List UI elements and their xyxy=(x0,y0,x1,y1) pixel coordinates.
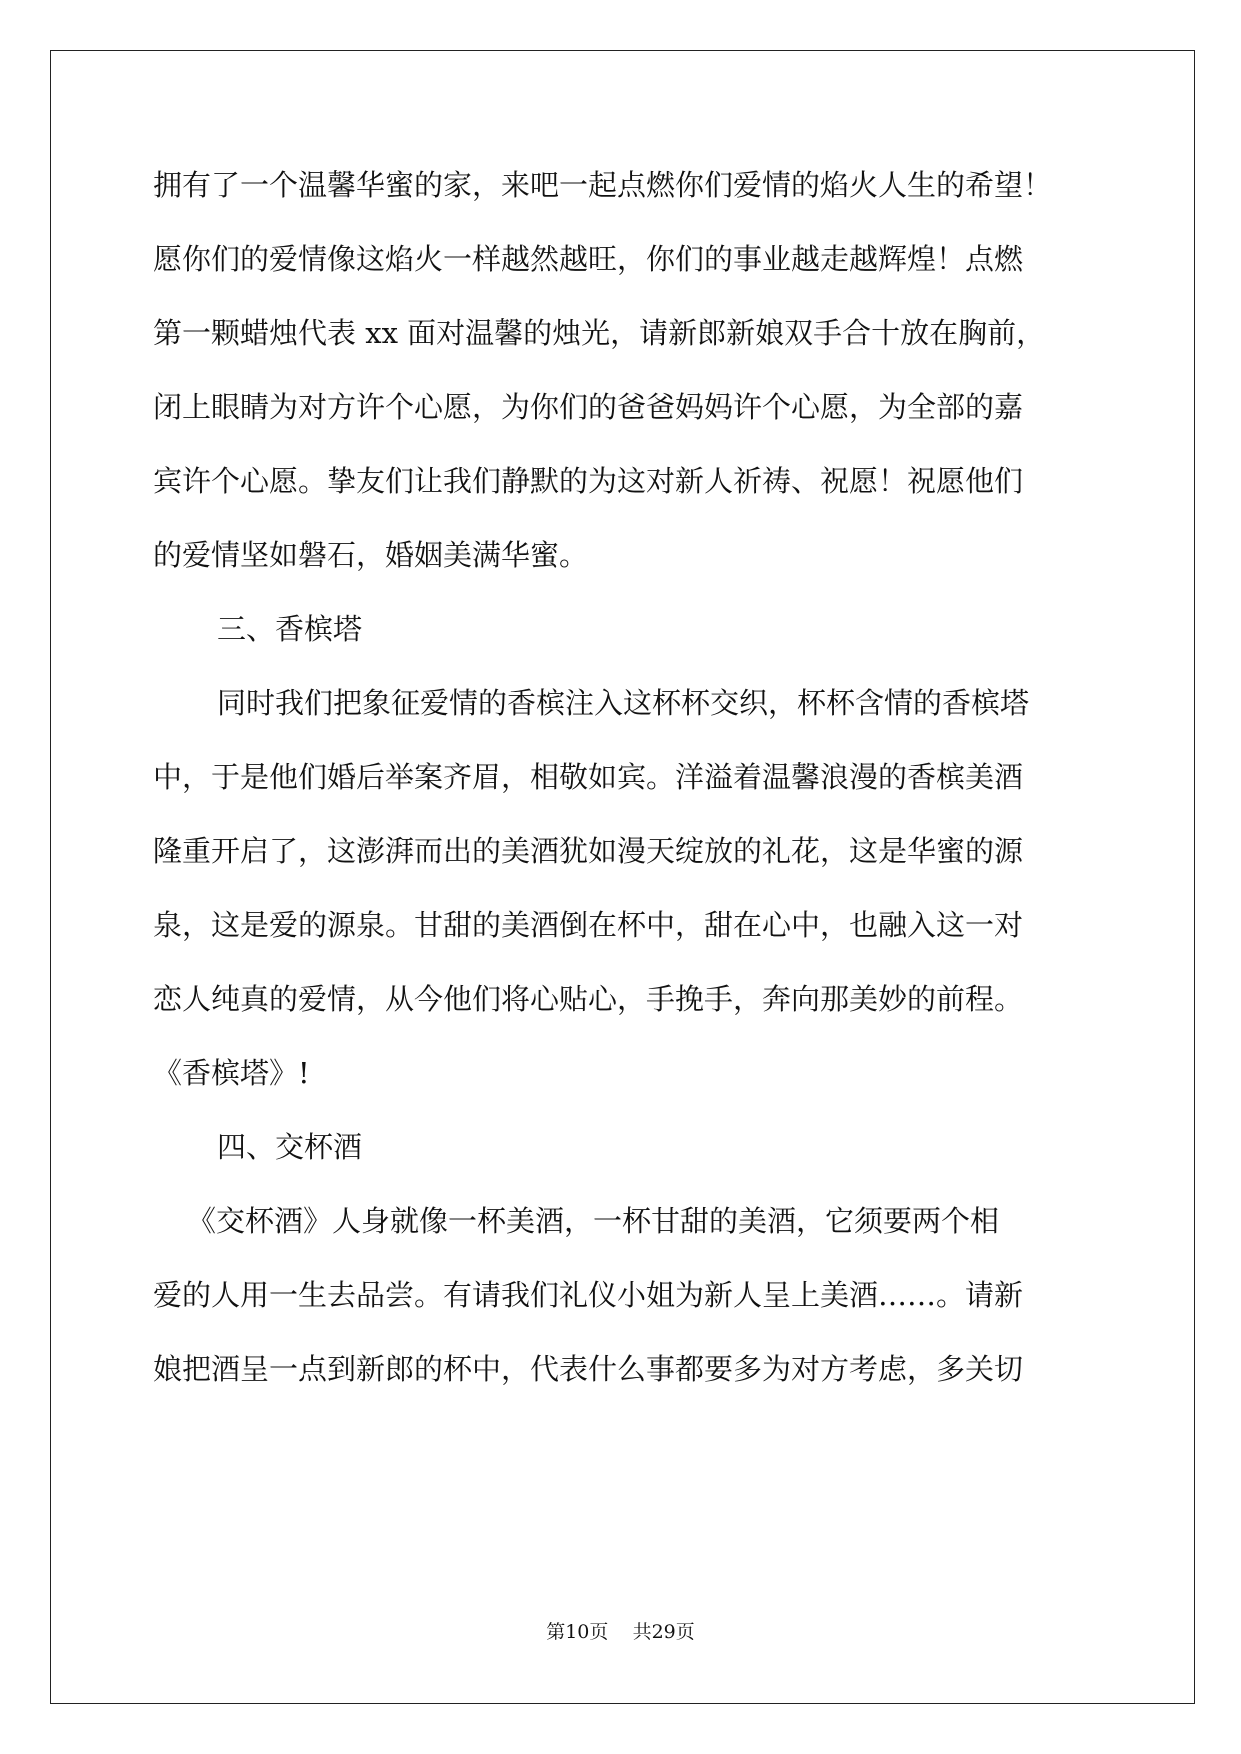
text-line: 恋人纯真的爱情，从今他们将心贴心，手挽手，奔向那美妙的前程。 xyxy=(153,982,1024,1016)
section-heading: 三、香槟塔 xyxy=(217,612,363,646)
text-line: 泉，这是爱的源泉。甘甜的美酒倒在杯中，甜在心中，也融入这一对 xyxy=(153,908,1024,942)
page-number: 第10页 xyxy=(546,1621,609,1643)
text-line: 隆重开启了，这澎湃而出的美酒犹如漫天绽放的礼花，这是华蜜的源 xyxy=(153,834,1024,868)
text-line: 《香槟塔》! xyxy=(153,1056,310,1090)
paragraph-first-line: 同时我们把象征爱情的香槟注入这杯杯交织，杯杯含情的香槟塔 xyxy=(217,686,1030,720)
text-line: 爱的人用一生去品尝。有请我们礼仪小姐为新人呈上美酒……。请新 xyxy=(153,1278,1024,1312)
text-line: 拥有了一个温馨华蜜的家，来吧一起点燃你们爱情的焰火人生的希望！ xyxy=(153,168,1053,202)
page-footer xyxy=(0,1617,1241,1644)
text-line: 宾许个心愿。挚友们让我们静默的为这对新人祈祷、祝愿！祝愿他们 xyxy=(153,464,1024,498)
text-line: 闭上眼睛为对方许个心愿，为你们的爸爸妈妈许个心愿，为全部的嘉 xyxy=(153,390,1024,424)
paragraph-first-line: 《交杯酒》人身就像一杯美酒，一杯甘甜的美酒，它须要两个相 xyxy=(187,1204,1000,1238)
text-line: 愿你们的爱情像这焰火一样越然越旺，你们的事业越走越辉煌！点燃 xyxy=(153,242,1024,276)
section-heading: 四、交杯酒 xyxy=(217,1130,363,1164)
page-total: 共29页 xyxy=(632,1621,695,1643)
text-line: 第一颗蜡烛代表 xx 面对温馨的烛光，请新郎新娘双手合十放在胸前， xyxy=(153,316,1046,350)
text-line: 的爱情坚如磐石，婚姻美满华蜜。 xyxy=(153,538,589,572)
text-line: 娘把酒呈一点到新郎的杯中，代表什么事都要多为对方考虑，多关切 xyxy=(153,1352,1024,1386)
text-line: 中，于是他们婚后举案齐眉，相敬如宾。洋溢着温馨浪漫的香槟美酒 xyxy=(153,760,1024,794)
page-border xyxy=(50,50,1195,1704)
